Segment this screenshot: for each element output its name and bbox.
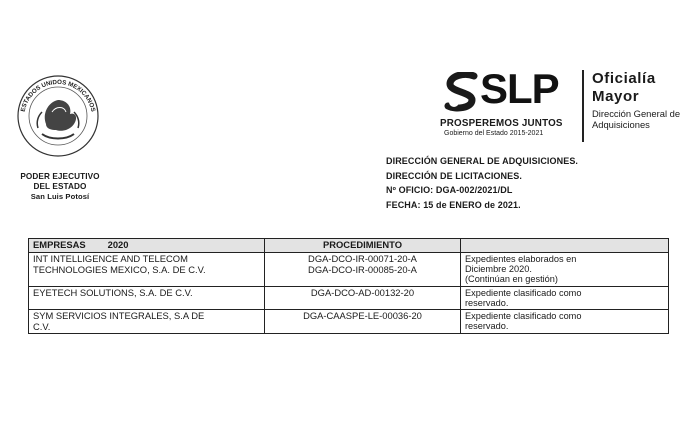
procedure-cell [265, 310, 461, 334]
status-line: Expedientes elaborados en [465, 254, 577, 264]
table-row [29, 253, 669, 287]
company-name-line: INT INTELLIGENCE AND TELECOM [33, 253, 188, 264]
office-line-3: Dirección General de [592, 108, 681, 119]
memo-line-2: DIRECCIÓN DE LICITACIONES. [386, 170, 522, 181]
table-header-row [29, 239, 669, 253]
status-cell [461, 310, 669, 334]
memo-header [386, 154, 578, 212]
company-name-line: EYETECH SOLUTIONS, S.A. DE C.V. [33, 286, 193, 298]
memo-line-3: Nº OFICIO: DGA-002/2021/DL [386, 185, 513, 196]
issuer-line-3: San Luis Potosí [30, 192, 90, 201]
company-name-line: TECHNOLOGIES MEXICO, S.A. DE C.V. [33, 263, 206, 275]
header-divider [582, 70, 584, 142]
status-line: (Continúan en gestión) [465, 274, 558, 285]
company-cell [29, 286, 265, 309]
office-line-4: Adquisiciones [592, 119, 650, 130]
procedure-cell [265, 286, 461, 309]
company-name-line: SYM SERVICIOS INTEGRALES, S.A DE [33, 310, 205, 322]
procedure-cell [265, 253, 461, 287]
slp-logo-text: SLP [480, 65, 559, 112]
company-cell [29, 253, 265, 287]
procedure-code: DGA-DCO-IR-00085-20-A [308, 263, 417, 275]
status-line: Expediente clasificado como [465, 287, 582, 298]
table-row [29, 310, 669, 334]
header-year: 2020 [107, 239, 129, 250]
office-line-1: Oficialía [592, 70, 656, 87]
office-line-2: Mayor [592, 88, 640, 105]
procedure-code: DGA-DCO-AD-00132-20 [310, 286, 415, 298]
memo-line-1: DIRECCIÓN GENERAL DE ADQUISICIONES. [386, 156, 579, 166]
header-procedure: PROCEDIMIENTO [265, 239, 461, 253]
slp-emblem-icon [444, 72, 478, 112]
table-row [29, 286, 669, 309]
coat-of-arms-seal-icon [16, 74, 100, 158]
status-line: Expediente clasificado como [465, 311, 582, 322]
issuer-line-2: DEL ESTADO [33, 182, 87, 191]
government-period: Gobierno del Estado 2015-2021 [444, 130, 544, 137]
issuer-block [12, 172, 108, 202]
procedure-code: DGA-DCO-IR-00071-20-A [308, 253, 417, 264]
status-cell [461, 253, 669, 287]
seal-text: ESTADOS UNIDOS MEXICANOS [19, 78, 97, 113]
procedure-code: DGA-CAASPE-LE-00036-20 [303, 310, 422, 322]
status-cell [461, 286, 669, 309]
office-block [592, 70, 680, 130]
header-company [29, 239, 265, 253]
company-name-line: C.V. [33, 320, 51, 332]
status-line: reservado. [465, 297, 509, 308]
motto: PROSPEREMOS JUNTOS [440, 118, 563, 129]
companies-table [28, 238, 669, 334]
company-cell [29, 310, 265, 334]
header-company-label: EMPRESAS [33, 239, 86, 250]
status-line: reservado. [465, 321, 509, 332]
memo-line-4: FECHA: 15 de ENERO de 2021. [386, 199, 521, 210]
issuer-line-1: PODER EJECUTIVO [20, 172, 100, 181]
header-status [461, 239, 669, 253]
status-line: Diciembre 2020. [465, 264, 532, 275]
